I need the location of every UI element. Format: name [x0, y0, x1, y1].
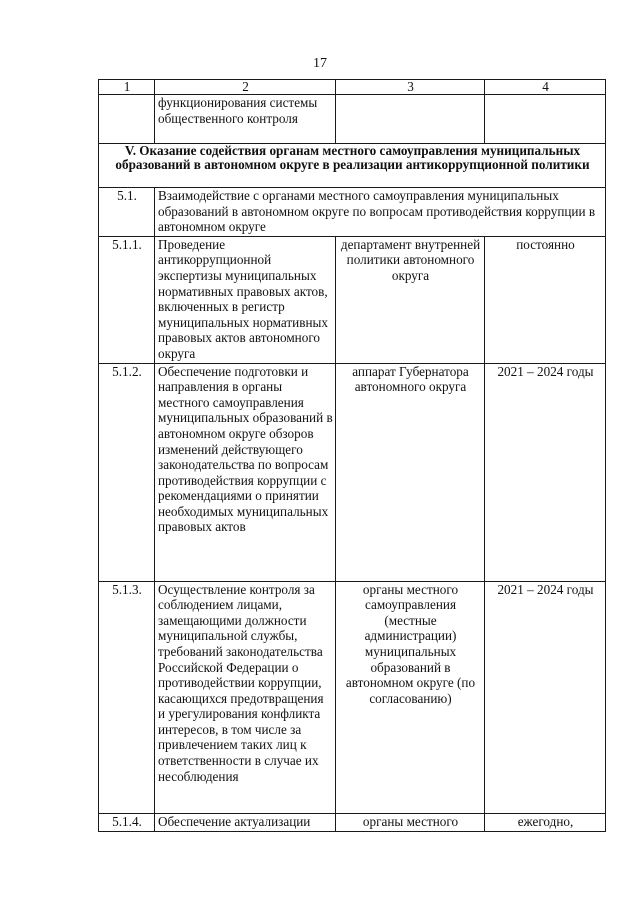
- executor: органы местного: [336, 813, 485, 831]
- section-title: V. Оказание содействия органам местного самоуправления муниципальных образований в автономном округе в реализации антикоррупционной политики: [99, 144, 606, 188]
- measure-text: Обеспечение актуализации: [155, 813, 336, 831]
- table-row: [99, 581, 606, 813]
- table-row: [99, 813, 606, 831]
- column-number-1: 1: [99, 80, 155, 95]
- page-number: 17: [313, 56, 327, 71]
- row-number: 5.1.3.: [99, 581, 155, 813]
- column-number-3: 3: [336, 80, 485, 95]
- measures-table: [98, 79, 606, 832]
- measure-text: Обеспечение подготовки и направления в органы местного самоуправления муниципальных образований в автономном округе обзоров изменений действующего законодательства по вопросам противодействия коррупции с рекомендациями о принятии необходимых муниципальных правовых актов: [155, 363, 336, 581]
- row-number: 5.1.4.: [99, 813, 155, 831]
- executor: аппарат Губернатора автономного округа: [336, 363, 485, 581]
- subsection-row: [99, 188, 606, 237]
- table-row-continued: [99, 95, 606, 144]
- section-row: [99, 144, 606, 188]
- deadline: постоянно: [485, 236, 606, 363]
- column-number-4: 4: [485, 80, 606, 95]
- measure-text: Проведение антикоррупционной экспертизы муниципальных нормативных правовых актов, включенных в регистр муниципальных нормативных правовых актов автономного округа: [155, 236, 336, 363]
- row-number: 5.1.2.: [99, 363, 155, 581]
- row-number: [99, 95, 155, 144]
- executor: департамент внутренней политики автономного округа: [336, 236, 485, 363]
- column-number-2: 2: [155, 80, 336, 95]
- deadline: 2021 – 2024 годы: [485, 363, 606, 581]
- executor: органы местного самоуправления (местные администрации) муниципальных образований в автономном округе (по согласованию): [336, 581, 485, 813]
- deadline: [485, 95, 606, 144]
- deadline: ежегодно,: [485, 813, 606, 831]
- subsection-title: Взаимодействие с органами местного самоуправления муниципальных образований в автономном округе по вопросам противодействия коррупции в автономном округе: [155, 188, 606, 237]
- table-row: [99, 236, 606, 363]
- executor: [336, 95, 485, 144]
- deadline: 2021 – 2024 годы: [485, 581, 606, 813]
- measure-text: Осуществление контроля за соблюдением лицами, замещающими должности муниципальной службы, требований законодательства Российской Федерации о противодействии коррупции, касающихся предотвращения и урегулирования конфликта интересов, в том числе за привлечением таких лиц к ответственности в случае их несоблюдения: [155, 581, 336, 813]
- subsection-number: 5.1.: [99, 188, 155, 237]
- row-number: 5.1.1.: [99, 236, 155, 363]
- measure-text: функционирования системы общественного контроля: [155, 95, 336, 144]
- table-row: [99, 363, 606, 581]
- column-number-row: [99, 80, 606, 95]
